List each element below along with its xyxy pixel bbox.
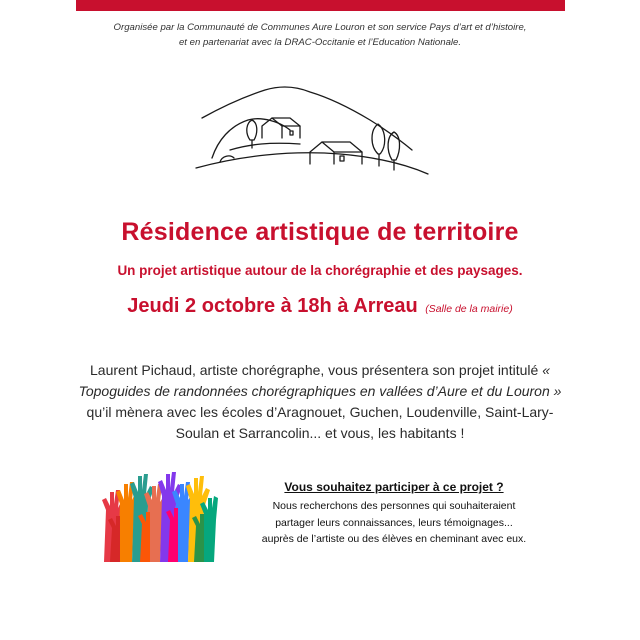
event-venue: (Salle de la mairie) xyxy=(425,303,513,315)
participation-line-1: Nous recherchons des personnes qui souhaiteraient xyxy=(272,500,516,512)
organisers-line-2: et en partenariat avec la DRAC-Occitanie et l’Education Nationale. xyxy=(178,37,462,48)
event-title: Résidence artistique de territoire xyxy=(121,218,519,246)
participation-heading: Vous souhaitez participer à ce projet ? xyxy=(284,480,504,494)
participation-text xyxy=(232,498,556,548)
participation-line-2: partager leurs connaissances, leurs témoignages... xyxy=(275,516,513,529)
event-subtitle: Un projet artistique autour de la chorégraphie et des paysages. xyxy=(117,263,523,278)
organisers-line-1: Organisée par la Communauté de Communes Aure Louron et son service Pays d’art et d’histoire, xyxy=(113,22,527,33)
description-continuation: qu’il mènera avec les écoles d’Aragnouet, Guchen, Loudenville, Saint-Lary-Soulan et Sarrancolin... et vous, les habitants ! xyxy=(86,404,554,441)
raised-hands-illustration xyxy=(100,470,218,562)
project-title: « Topoguides de randonnées chorégraphiques en vallées d’Aure et du Louron » xyxy=(78,362,562,399)
event-date-line xyxy=(0,295,640,318)
landscape-drawing xyxy=(190,78,430,203)
participation-line-3: auprès de l’artiste ou des élèves en cheminant avec eux. xyxy=(261,533,527,545)
event-date-place: Jeudi 2 octobre à 18h à Arreau xyxy=(127,295,418,317)
top-banner xyxy=(76,0,565,11)
description-intro: Laurent Pichaud, artiste chorégraphe, vous présentera son projet intitulé xyxy=(90,362,539,378)
project-description xyxy=(70,360,570,444)
